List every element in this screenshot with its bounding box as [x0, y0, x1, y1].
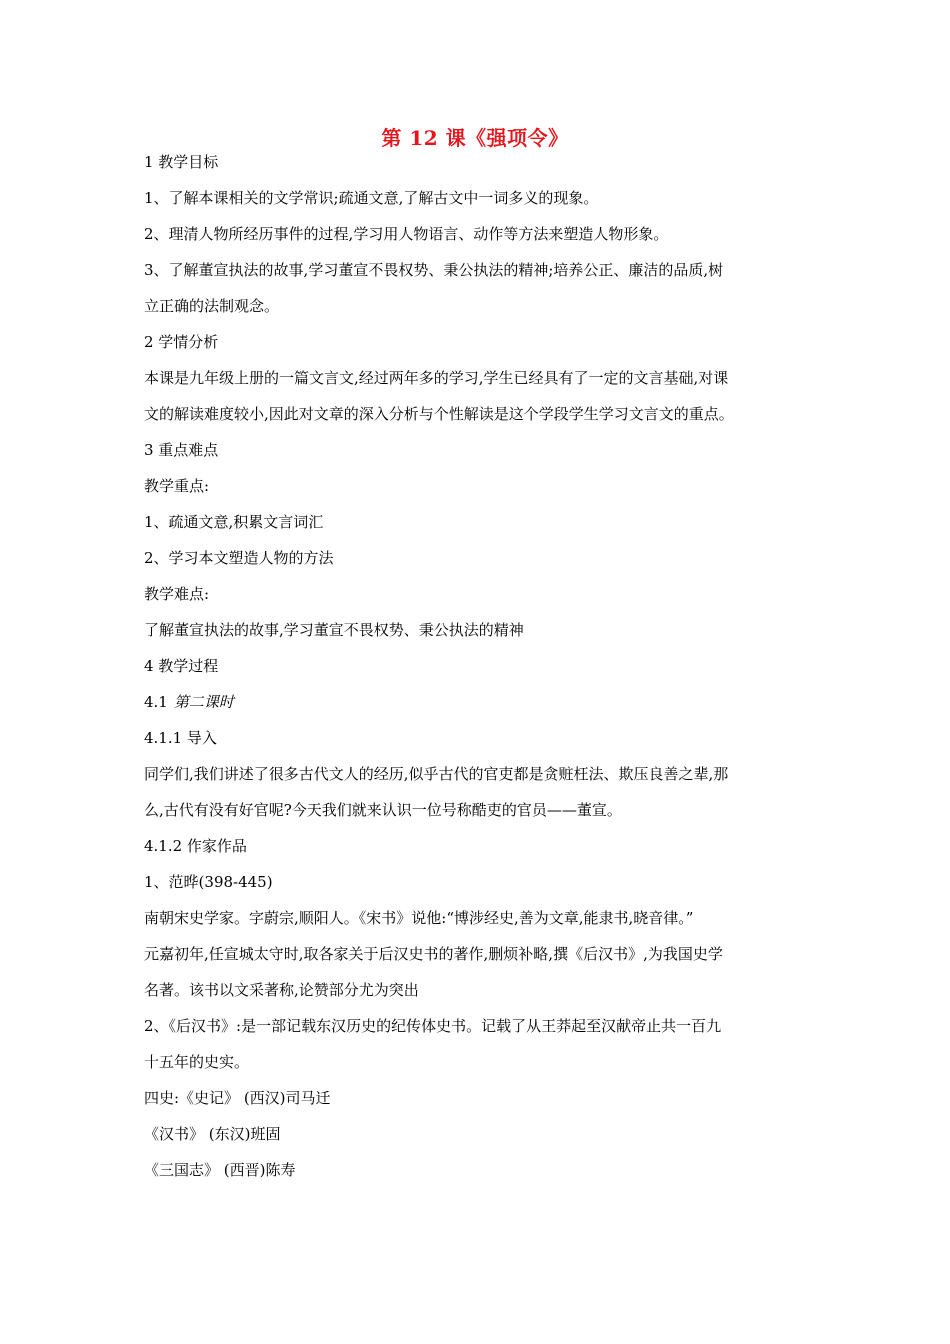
difficulties-label: 教学难点: — [144, 585, 210, 603]
analysis-line-2: 文的解读难度较小,因此对文章的深入分析与个性解读是这个学段学生学习文言文的重点。 — [144, 405, 734, 423]
objective-3-line-1: 3、了解董宣执法的故事,学习董宣不畏权势、秉公执法的精神;培养公正、廉洁的品质,树 — [144, 261, 724, 279]
book-line-2: 十五年的史实。 — [144, 1053, 250, 1071]
author-name-line: 1、范晔(398-445) — [144, 873, 273, 891]
analysis-paragraph — [144, 366, 806, 438]
author-line-2: 元嘉初年,任宣城太守时,取各家关于后汉史书的著作,删烦补略,撰《后汉书》,为我国史学 — [144, 945, 723, 963]
intro-paragraph — [144, 762, 806, 834]
author-paragraph — [144, 906, 806, 1014]
section-heading-objectives: 1 教学目标 — [144, 153, 219, 171]
subsection-4-1-number: 4.1 — [144, 693, 168, 711]
key-point-2: 2、学习本文塑造人物的方法 — [144, 549, 334, 567]
book-paragraph — [144, 1014, 806, 1086]
four-histories-2: 《汉书》 (东汉)班固 — [144, 1125, 281, 1143]
objective-3 — [144, 258, 806, 330]
subsection-4-1 — [144, 690, 806, 726]
objective-3-line-2: 立正确的法制观念。 — [144, 297, 280, 315]
section-heading-process: 4 教学过程 — [144, 657, 219, 675]
page-title: 第 12 课《强项令》 — [381, 126, 569, 150]
key-point-1: 1、疏通文意,积累文言词汇 — [144, 513, 324, 531]
document-body — [144, 150, 806, 1194]
section-heading-analysis: 2 学情分析 — [144, 333, 219, 351]
analysis-line-1: 本课是九年级上册的一篇文言文,经过两年多的学习,学生已经具有了一定的文言基础,对课 — [144, 369, 729, 387]
four-histories-1: 四史:《史记》 (西汉)司马迁 — [144, 1089, 331, 1107]
intro-line-1: 同学们,我们讲述了很多古代文人的经历,似乎古代的官吏都是贪赃枉法、欺压良善之辈,那 — [144, 765, 729, 783]
four-histories-3: 《三国志》 (西晋)陈寿 — [144, 1161, 296, 1179]
section-heading-key-points: 3 重点难点 — [144, 441, 219, 459]
objective-1: 1、了解本课相关的文学常识;疏通文意,了解古文中一词多义的现象。 — [144, 189, 599, 207]
subsection-4-1-2: 4.1.2 作家作品 — [144, 837, 247, 855]
author-line-1: 南朝宋史学家。字蔚宗,顺阳人。《宋书》说他:“博涉经史,善为文章,能隶书,晓音律。” — [144, 909, 694, 927]
key-points-label: 教学重点: — [144, 477, 210, 495]
author-line-3: 名著。该书以文采著称,论赞部分尤为突出 — [144, 981, 419, 999]
book-line-1: 2、《后汉书》:是一部记载东汉历史的纪传体史书。记载了从王莽起至汉献帝止共一百九 — [144, 1017, 722, 1035]
subsection-4-1-1: 4.1.1 导入 — [144, 729, 217, 747]
intro-line-2: 么,古代有没有好官呢?今天我们就来认识一位号称酷吏的官员——董宣。 — [144, 801, 622, 819]
subsection-4-1-title: 第二课时 — [173, 693, 234, 711]
objective-2: 2、理清人物所经历事件的过程,学习用人物语言、动作等方法来塑造人物形象。 — [144, 225, 669, 243]
difficulty-1: 了解董宣执法的故事,学习董宣不畏权势、秉公执法的精神 — [144, 621, 524, 639]
